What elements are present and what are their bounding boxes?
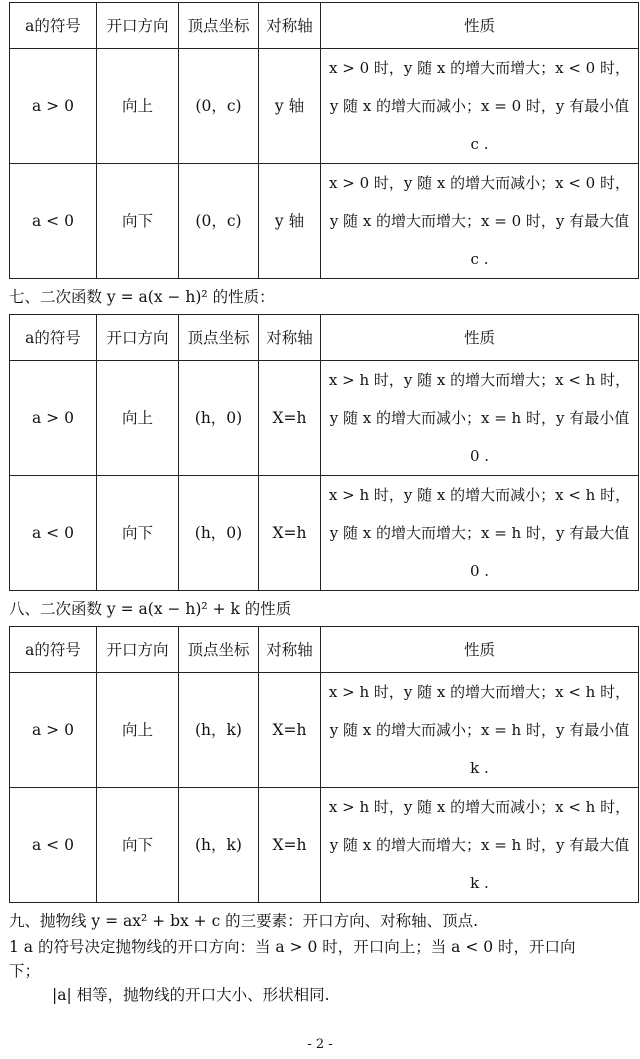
cell-sign: a < 0 (10, 164, 97, 279)
header-axis: 对称轴 (259, 315, 321, 361)
cell-axis: X=h (259, 788, 321, 903)
cell-vertex: (h，k) (179, 788, 259, 903)
header-vertex: 顶点坐标 (179, 315, 259, 361)
header-property: 性质 (321, 627, 639, 673)
point-1-line-3: |a| 相等，抛物线的开口大小、形状相同. (52, 986, 330, 1004)
table-row (10, 476, 639, 591)
header-property: 性质 (321, 315, 639, 361)
cell-vertex: (0，c) (179, 49, 259, 164)
table-quadratic-y-a-x-h-2 (9, 314, 639, 591)
cell-vertex: (h，0) (179, 476, 259, 591)
cell-direction: 向上 (97, 361, 179, 476)
cell-property: x > 0 时，y 随 x 的增大而增大；x < 0 时，y 随 x 的增大而减小；x = 0 时，y 有最小值 c . (321, 49, 639, 164)
table-row (10, 164, 639, 279)
cell-sign: a > 0 (10, 49, 97, 164)
table-row (10, 361, 639, 476)
cell-axis: X=h (259, 361, 321, 476)
cell-property: x > h 时，y 随 x 的增大而减小；x < h 时，y 随 x 的增大而增大；x = h 时，y 有最大值 k . (321, 788, 639, 903)
table-quadratic-y-a-x-h-2-k (9, 626, 639, 903)
cell-vertex: (0，c) (179, 164, 259, 279)
cell-direction: 向下 (97, 788, 179, 903)
cell-direction: 向上 (97, 49, 179, 164)
header-sign: a的符号 (10, 3, 97, 49)
cell-sign: a < 0 (10, 476, 97, 591)
header-sign: a的符号 (10, 315, 97, 361)
header-direction: 开口方向 (97, 627, 179, 673)
heading-section-7: 七、二次函数 y = a(x − h)² 的性质： (9, 288, 275, 306)
cell-axis: X=h (259, 673, 321, 788)
cell-property: x > h 时，y 随 x 的增大而减小；x < h 时，y 随 x 的增大而增大；x = h 时，y 有最大值 0 . (321, 476, 639, 591)
cell-direction: 向下 (97, 476, 179, 591)
cell-direction: 向下 (97, 164, 179, 279)
table-quadratic-y-ax2-c (9, 2, 639, 279)
point-1-line-1: 1 a 的符号决定抛物线的开口方向：当 a > 0 时，开口向上；当 a < 0 时，开口向 (9, 938, 576, 956)
page-number: - 2 - (307, 1037, 333, 1052)
heading-section-9: 九、抛物线 y = ax² + bx + c 的三要素：开口方向、对称轴、顶点. (9, 912, 479, 930)
header-direction: 开口方向 (97, 315, 179, 361)
table-header-row (10, 3, 639, 49)
cell-axis: y 轴 (259, 164, 321, 279)
heading-section-8: 八、二次函数 y = a(x − h)² + k 的性质 (9, 600, 292, 618)
header-property: 性质 (321, 3, 639, 49)
cell-axis: X=h (259, 476, 321, 591)
table-header-row (10, 315, 639, 361)
table-row (10, 788, 639, 903)
cell-property: x > 0 时，y 随 x 的增大而减小；x < 0 时，y 随 x 的增大而增大；x = 0 时，y 有最大值 c . (321, 164, 639, 279)
cell-vertex: (h，0) (179, 361, 259, 476)
cell-sign: a > 0 (10, 673, 97, 788)
cell-direction: 向上 (97, 673, 179, 788)
table-row (10, 673, 639, 788)
cell-property: x > h 时，y 随 x 的增大而增大；x < h 时，y 随 x 的增大而减小；x = h 时，y 有最小值 0 . (321, 361, 639, 476)
cell-property: x > h 时，y 随 x 的增大而增大；x < h 时，y 随 x 的增大而减小；x = h 时，y 有最小值 k . (321, 673, 639, 788)
cell-vertex: (h，k) (179, 673, 259, 788)
header-vertex: 顶点坐标 (179, 3, 259, 49)
point-1-line-2: 下； (9, 962, 41, 980)
header-axis: 对称轴 (259, 3, 321, 49)
cell-sign: a < 0 (10, 788, 97, 903)
header-vertex: 顶点坐标 (179, 627, 259, 673)
header-direction: 开口方向 (97, 3, 179, 49)
table-row (10, 49, 639, 164)
table-header-row (10, 627, 639, 673)
cell-axis: y 轴 (259, 49, 321, 164)
header-axis: 对称轴 (259, 627, 321, 673)
cell-sign: a > 0 (10, 361, 97, 476)
header-sign: a的符号 (10, 627, 97, 673)
